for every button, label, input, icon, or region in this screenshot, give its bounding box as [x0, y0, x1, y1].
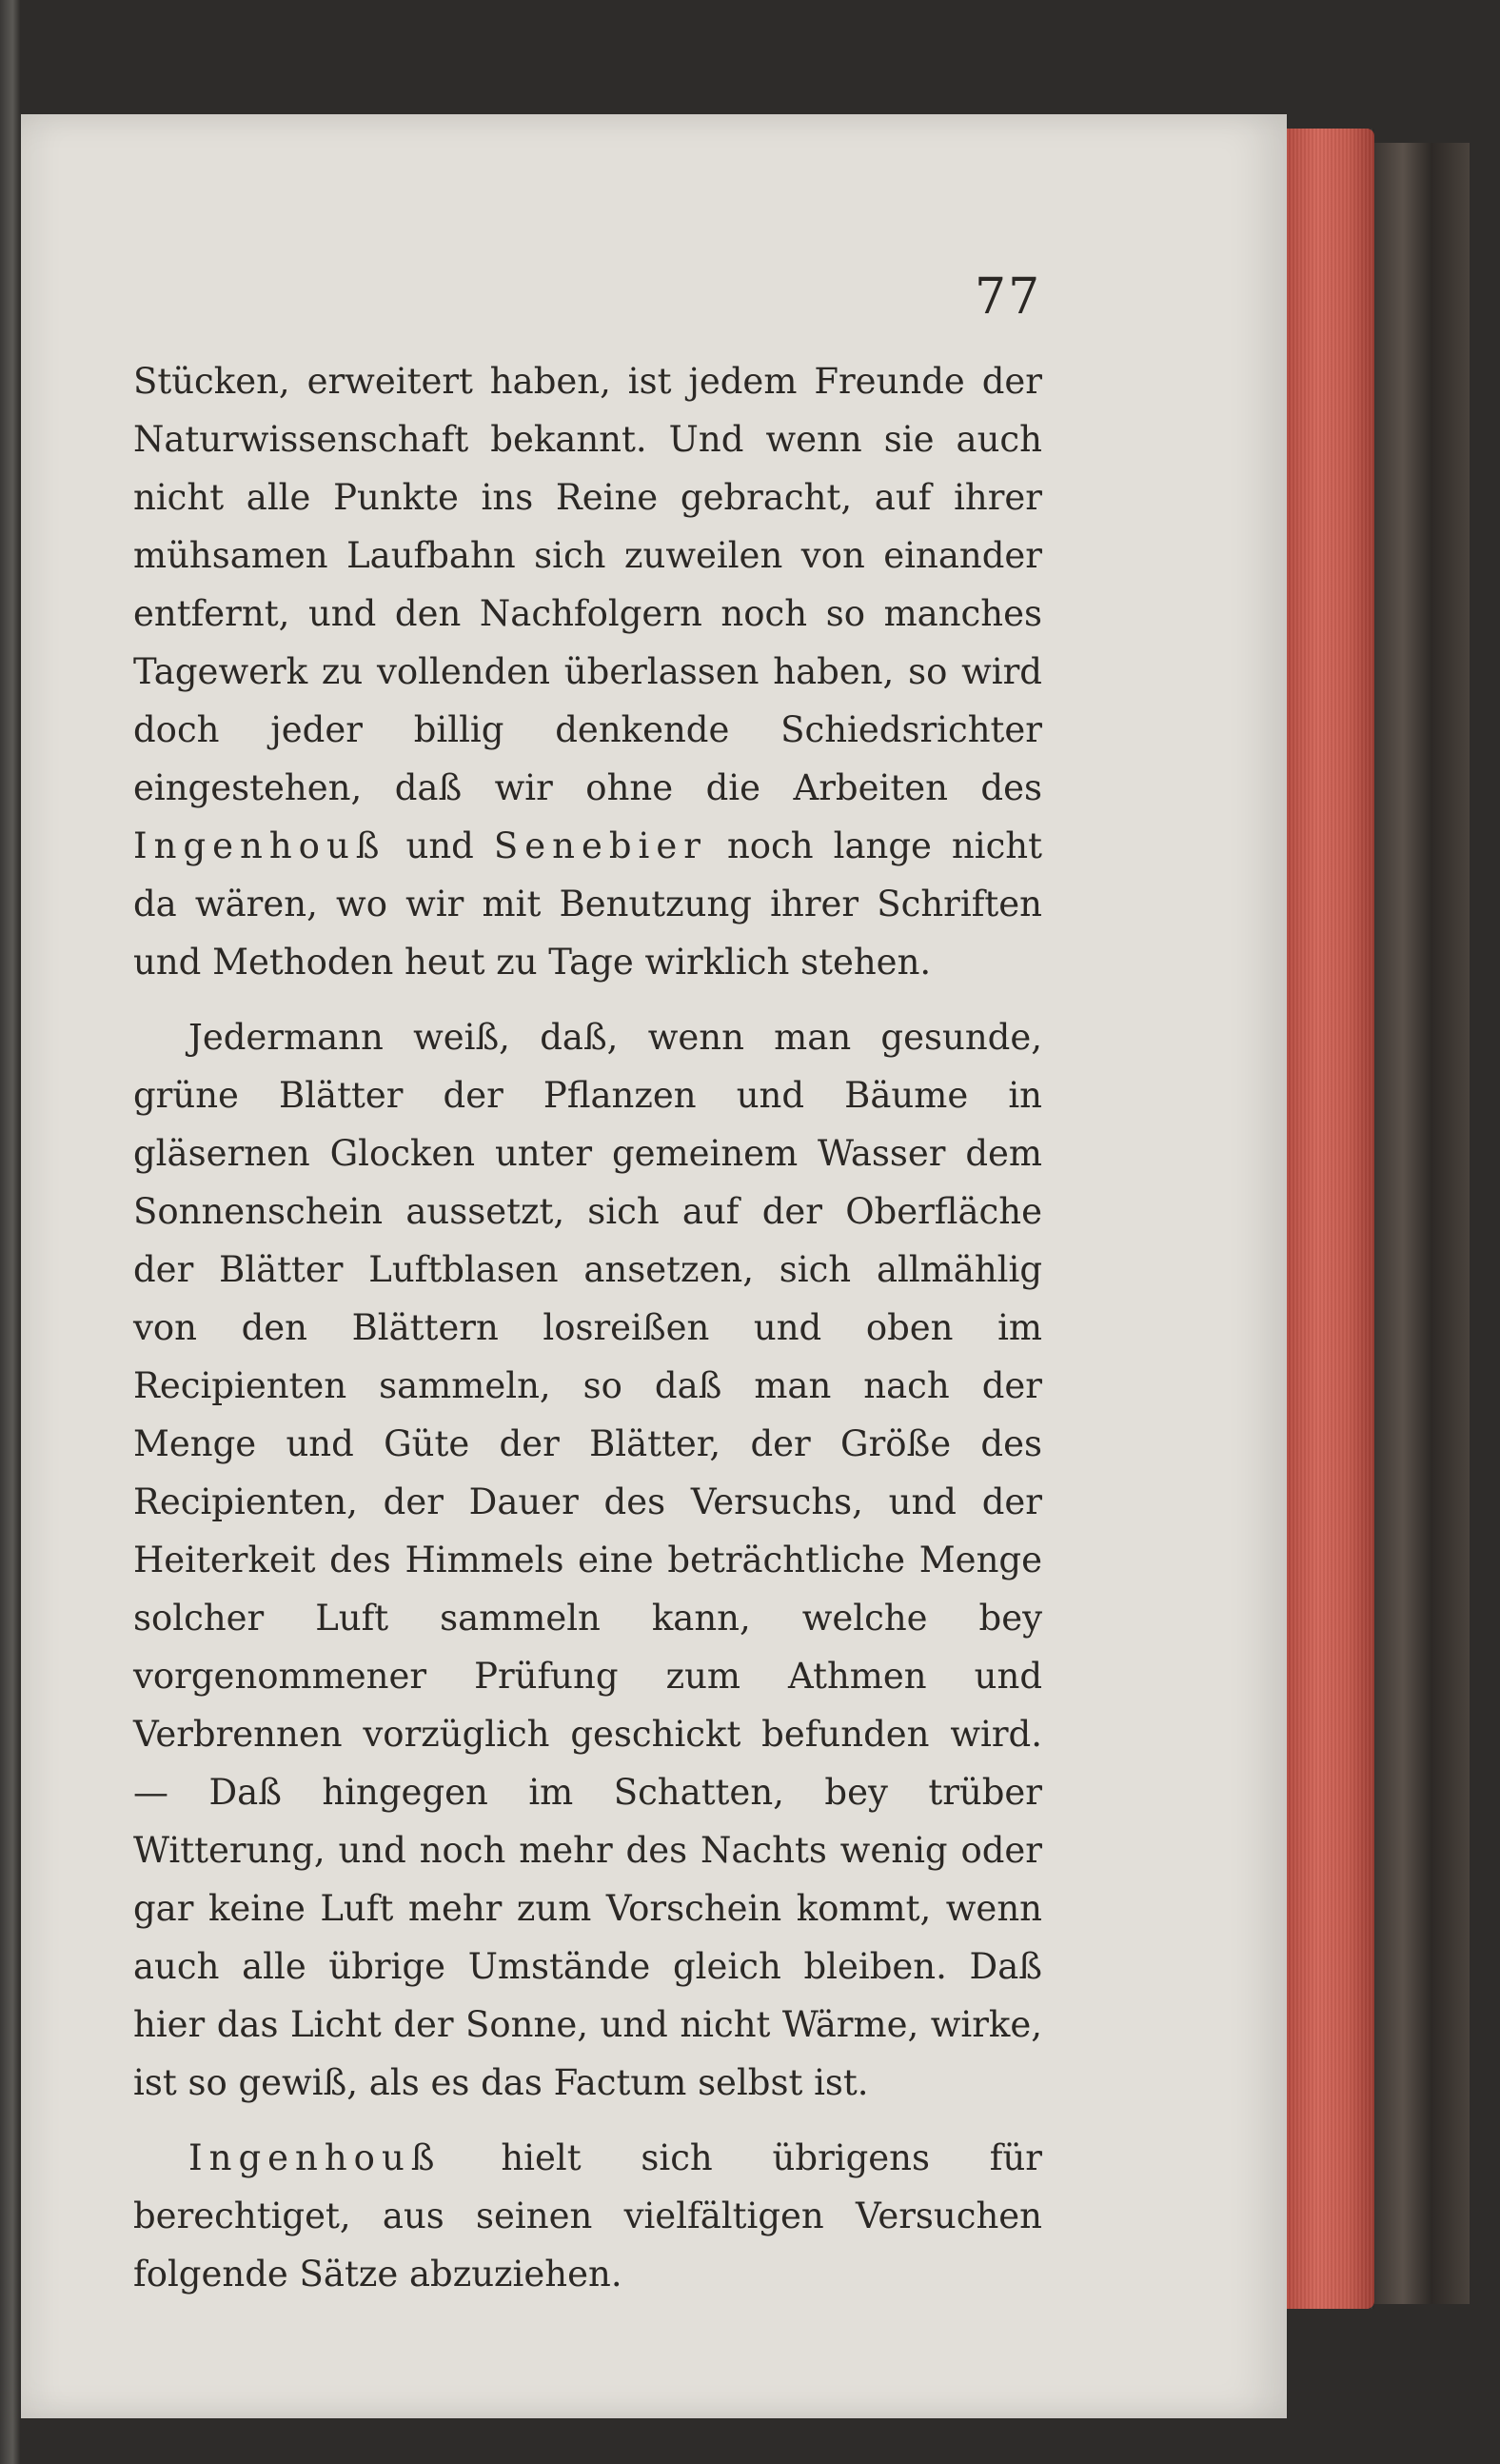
text-segment: und	[385, 825, 494, 866]
paragraph-3	[133, 2129, 1042, 2303]
text-segment: hielt sich übrigens für berechtiget, aus seinen vielfältigen Versuchen folgende Sätze abzuziehen.	[133, 2137, 1042, 2295]
name-ingenhousz: Ingenhouß	[188, 2137, 442, 2178]
text-segment: Stücken, erweitert haben, ist jedem Freunde der Naturwissenschaft bekannt. Und wenn sie auch nicht alle Punkte ins Reine gebracht, auf ihrer mühsamen Laufbahn sich zuweilen von einander entfernt, und den Nachfolgern noch so manches Tagewerk zu vollenden überlassen haben, so wird doch jeder billig denkende Schiedsrichter eingestehen, daß wir ohne die Arbeiten des	[133, 361, 1042, 808]
paragraph-1	[133, 352, 1042, 991]
paragraph-2	[133, 1008, 1042, 2112]
text-segment: Jedermann weiß, daß, wenn man gesunde, grüne Blätter der Pflanzen und Bäume in gläsernen Glocken unter gemeinem Wasser dem Sonnenschein aussetzt, sich auf der Oberfläche der Blätter Luftblasen ansetzen, sich allmählig von den Blättern losreißen und oben im Recipienten sammeln, so daß man nach der Menge und Güte der Blätter, der Größe des Recipienten, der Dauer des Versuchs, und der Heiterkeit des Himmels eine beträchtliche Menge solcher Luft sammeln kann, welche bey vorgenommener Prüfung zum Athmen und Verbrennen vorzüglich geschickt befunden wird. — Daß hingegen im Schatten, bey trüber Witterung, und noch mehr des Nachts wenig oder gar keine Luft mehr zum Vorschein kommt, wenn auch alle übrige Umstände gleich bleiben. Daß hier das Licht der Sonne, und nicht Wärme, wirke, ist so gewiß, als es das Factum selbst ist.	[133, 1017, 1042, 2103]
red-page-edges	[1287, 129, 1374, 2309]
name-senebier: Senebier	[493, 825, 707, 866]
page-body	[133, 352, 1042, 2303]
adjacent-page-edge	[0, 0, 21, 2464]
book-cover-board	[1374, 143, 1470, 2304]
name-ingenhousz: Ingenhouß	[133, 825, 386, 866]
page-number: 77	[975, 268, 1042, 326]
text-segment: noch lange nicht da wären, wo wir mit Benutzung ihrer Schriften und Methoden heut zu Tage wirklich stehen.	[133, 825, 1043, 983]
